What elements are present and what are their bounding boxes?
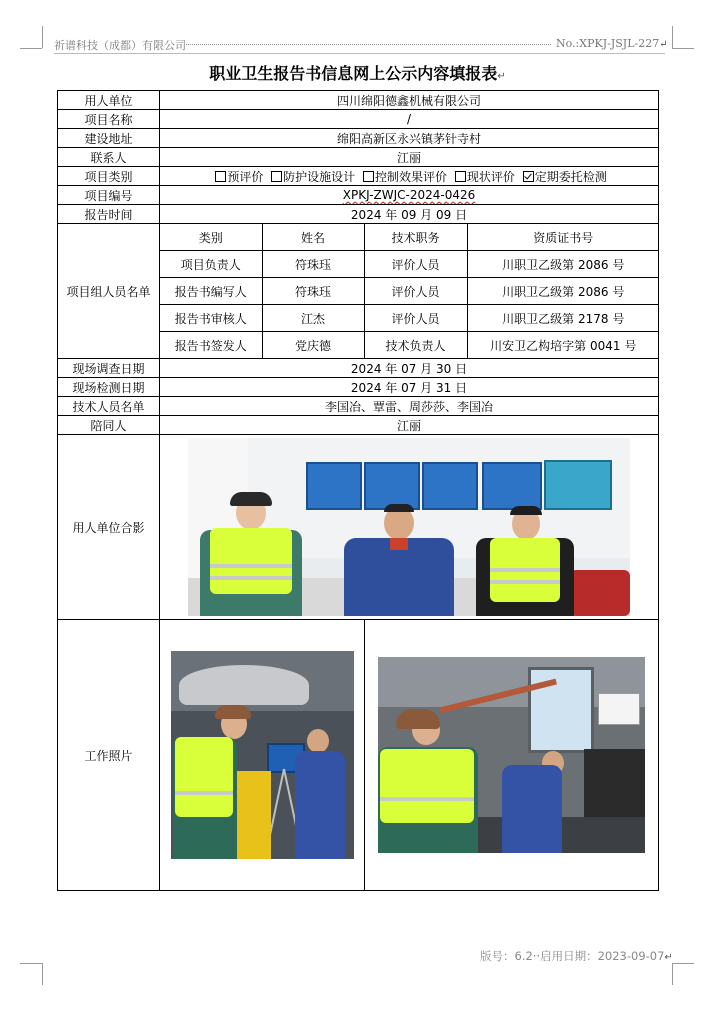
value-survey-date: 2024 年 07 月 30 日 [160, 359, 659, 378]
team-cell-name: 党庆德 [262, 332, 364, 359]
team-header: 姓名 [262, 224, 364, 251]
team-cell-title: 评价人员 [364, 251, 467, 278]
work-photo-2 [378, 657, 645, 853]
team-cell-cert: 川职卫乙级第 2086 号 [467, 278, 659, 305]
team-table [160, 224, 659, 358]
work-photo-1 [171, 651, 354, 859]
crop-mark [672, 48, 694, 49]
label-work-photos: 工作照片 [58, 620, 160, 891]
value-report-time: 2024 年 09 月 09 日 [160, 205, 659, 224]
team-cell-role: 报告书签发人 [160, 332, 262, 359]
checkbox-periodic-testing[interactable] [523, 171, 534, 182]
option-label: 定期委托检测 [534, 169, 607, 184]
team-cell-role: 报告书审核人 [160, 305, 262, 332]
label-group-photo: 用人单位合影 [58, 435, 160, 620]
team-cell-name: 江杰 [262, 305, 364, 332]
team-cell-role: 项目负责人 [160, 251, 262, 278]
team-cell-title: 评价人员 [364, 278, 467, 305]
header-leader-dots [186, 44, 551, 45]
info-table [57, 90, 659, 891]
label-team: 项目组人员名单 [58, 224, 160, 359]
crop-mark [20, 963, 42, 964]
team-header: 资质证书号 [467, 224, 659, 251]
project-no-text: XPKJ-ZWJC-2024-0426 [342, 188, 476, 202]
team-header: 技术职务 [364, 224, 467, 251]
header-rule [54, 53, 665, 54]
option-label: 预评价 [227, 169, 264, 184]
team-cell-role: 报告书编写人 [160, 278, 262, 305]
work-photo-cell-1 [160, 620, 365, 891]
option-label: 现状评价 [466, 169, 515, 184]
label-technicians: 技术人员名单 [58, 397, 160, 416]
label-test-date: 现场检测日期 [58, 378, 160, 397]
crop-mark [672, 26, 673, 48]
label-project-name: 项目名称 [58, 110, 160, 129]
team-cell-name: 符珠珏 [262, 278, 364, 305]
label-contact: 联系人 [58, 148, 160, 167]
value-project-type [160, 167, 659, 186]
value-project-no [160, 186, 659, 205]
label-address: 建设地址 [58, 129, 160, 148]
checkbox-protection-design[interactable] [271, 171, 282, 182]
label-report-time: 报告时间 [58, 205, 160, 224]
header-doc-no: No.:XPKJ-JSJL-227↵ [556, 37, 668, 50]
footer-version: 版号：6.2··启用日期：2023-09-07↵ [480, 949, 673, 963]
checkbox-control-effect[interactable] [363, 171, 374, 182]
header-company: 祈谱科技（成都）有限公司 [54, 39, 186, 52]
value-contact: 江丽 [160, 148, 659, 167]
label-survey-date: 现场调查日期 [58, 359, 160, 378]
page-title: 职业卫生报告书信息网上公示内容填报表↵ [209, 64, 506, 83]
crop-mark [20, 48, 42, 49]
value-employer: 四川绵阳德鑫机械有限公司 [160, 91, 659, 110]
crop-mark [672, 963, 694, 964]
label-project-type: 项目类别 [58, 167, 160, 186]
checkbox-pre-evaluation[interactable] [215, 171, 226, 182]
label-companion: 陪同人 [58, 416, 160, 435]
checkbox-status-evaluation[interactable] [455, 171, 466, 182]
group-photo [188, 438, 630, 616]
crop-mark [42, 963, 43, 985]
team-cell-title: 评价人员 [364, 305, 467, 332]
team-cell [160, 224, 659, 359]
label-project-no: 项目编号 [58, 186, 160, 205]
work-photo-cell-2 [365, 620, 659, 891]
team-cell-cert: 川职卫乙级第 2178 号 [467, 305, 659, 332]
option-label: 防护设施设计 [283, 169, 356, 184]
label-employer: 用人单位 [58, 91, 160, 110]
team-cell-name: 符珠珏 [262, 251, 364, 278]
crop-mark [672, 963, 673, 985]
team-cell-cert: 川安卫乙构培字第 0041 号 [467, 332, 659, 359]
group-photo-cell [160, 435, 659, 620]
team-cell-cert: 川职卫乙级第 2086 号 [467, 251, 659, 278]
value-project-name: / [160, 110, 659, 129]
crop-mark [42, 26, 43, 48]
value-companion: 江丽 [160, 416, 659, 435]
team-cell-title: 技术负责人 [364, 332, 467, 359]
value-technicians: 李国冶、覃雷、周莎莎、李国冶 [160, 397, 659, 416]
team-header: 类别 [160, 224, 262, 251]
value-test-date: 2024 年 07 月 31 日 [160, 378, 659, 397]
value-address: 绵阳高新区永兴镇茅针寺村 [160, 129, 659, 148]
option-label: 控制效果评价 [375, 169, 448, 184]
